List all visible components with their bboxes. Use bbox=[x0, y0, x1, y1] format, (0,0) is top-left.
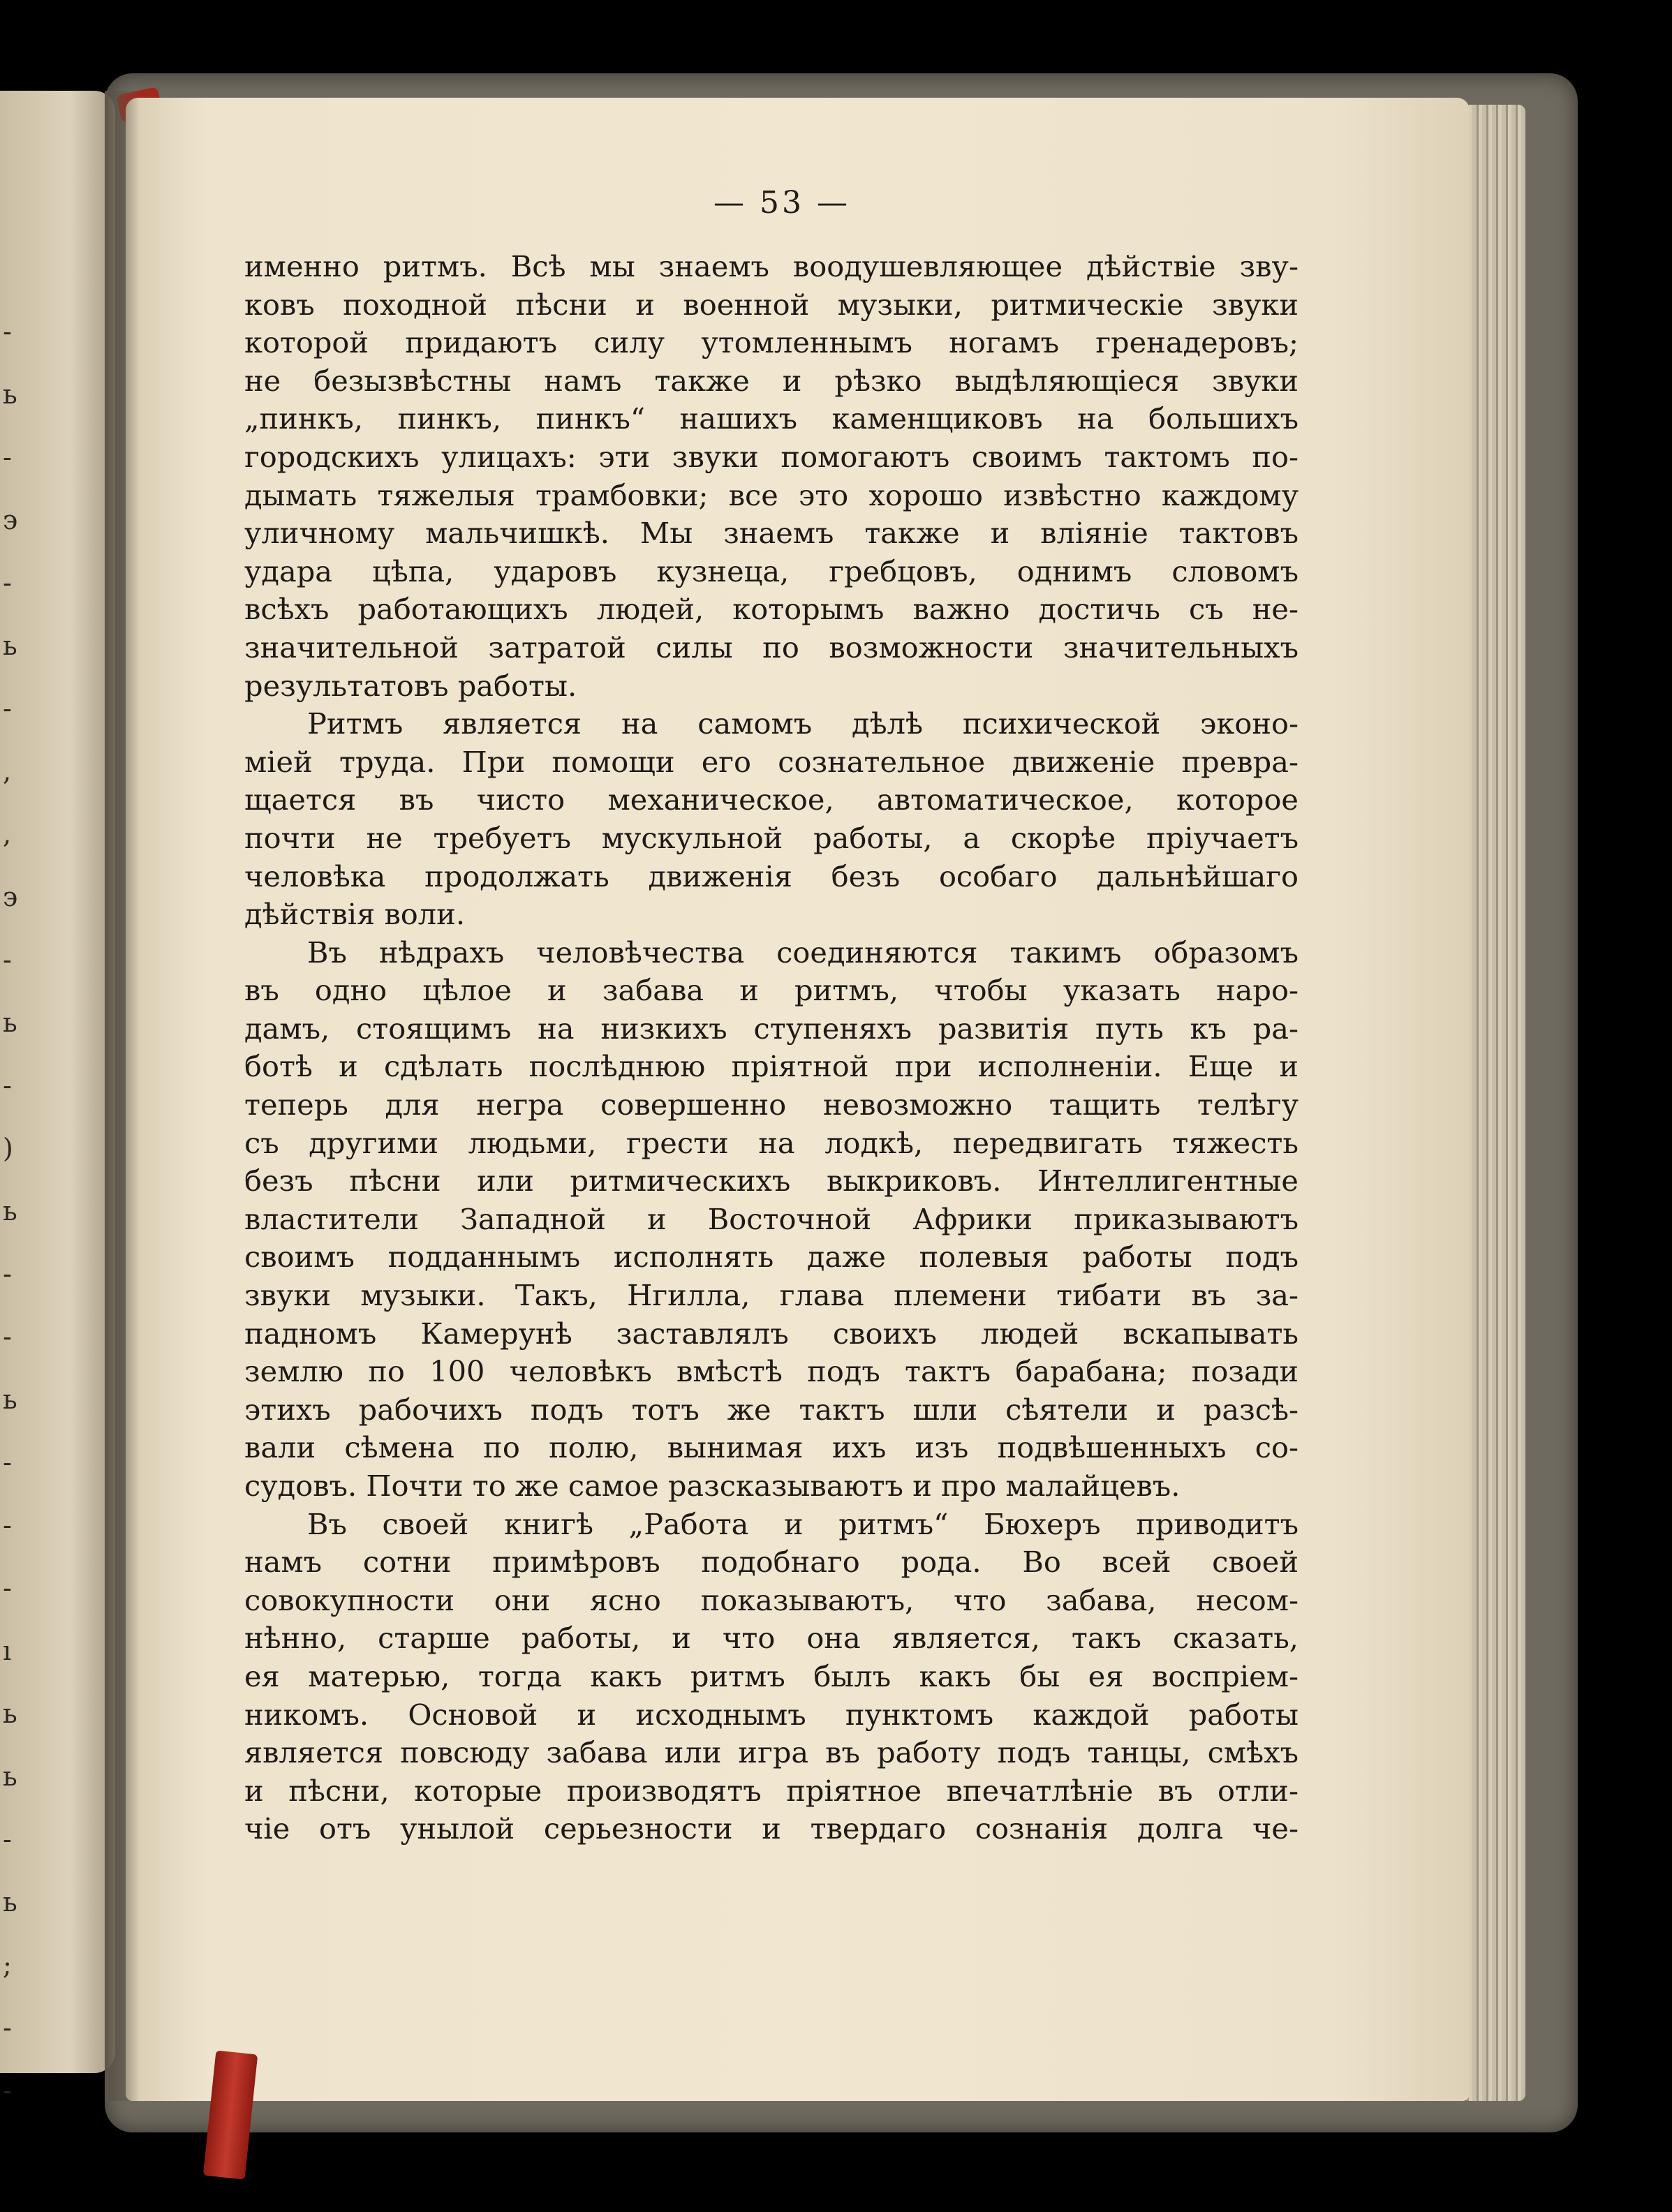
text-line: Въ своей книгѣ „Работа и ритмъ“ Бюхеръ приводитъ bbox=[307, 1506, 1299, 1541]
left-margin-fragment: ı bbox=[3, 1635, 12, 1666]
text-line: человѣка продолжать движенія безъ особаго дальнѣйшаго bbox=[244, 859, 1299, 893]
text-line: „пинкъ, пинкъ, пинкъ“ нашихъ каменщиковъ на большихъ bbox=[244, 401, 1299, 436]
left-margin-fragments bbox=[3, 300, 24, 2122]
text-line: городскихъ улицахъ: эти звуки помогаютъ своимъ тактомъ по- bbox=[244, 439, 1299, 474]
left-margin-fragment: - bbox=[3, 316, 12, 347]
left-margin-fragment: , bbox=[3, 819, 12, 849]
text-line: Ритмъ является на самомъ дѣлѣ психической эконо- bbox=[307, 706, 1299, 741]
text-line: чіе отъ унылой серьезности и твердаго сознанія долга че- bbox=[244, 1811, 1299, 1846]
text-line: этихъ рабочихъ подъ тотъ же тактъ шли сѣятели и разсѣ- bbox=[244, 1392, 1299, 1427]
left-margin-fragment: - bbox=[3, 1824, 12, 1855]
text-line: дамъ, стоящимъ на низкихъ ступеняхъ развитія путь къ ра- bbox=[244, 1011, 1299, 1046]
left-margin-fragment: ) bbox=[3, 1133, 13, 1164]
left-margin-fragment: ь bbox=[3, 1384, 17, 1415]
left-margin-fragment: - bbox=[3, 944, 12, 975]
left-margin-fragment: ; bbox=[3, 1950, 12, 1980]
left-margin-fragment: ь bbox=[3, 630, 17, 661]
text-line: ковъ походной пѣсни и военной музыки, ритмическіе звуки bbox=[244, 287, 1299, 322]
text-line: щается въ чисто механическое, автоматическое, которое bbox=[244, 782, 1299, 817]
text-line: является повсюду забава или игра въ работу подъ танцы, смѣхъ bbox=[244, 1735, 1299, 1770]
text-line: всѣхъ работающихъ людей, которымъ важно достичь съ не- bbox=[244, 592, 1299, 627]
left-margin-fragment: - bbox=[3, 442, 12, 473]
text-line: міей труда. При помощи его сознательное движеніе превра- bbox=[244, 744, 1299, 779]
left-margin-fragment: - bbox=[3, 1573, 12, 1603]
text-line: результатовъ работы. bbox=[244, 668, 577, 703]
text-line: значительной затратой силы по возможности значительныхъ bbox=[244, 630, 1299, 665]
page-number: — 53 — bbox=[713, 185, 850, 221]
text-line: именно ритмъ. Всѣ мы знаемъ воодушевляющее дѣйствіе зву- bbox=[244, 249, 1299, 283]
text-line: ботѣ и сдѣлать послѣднюю пріятной при исполненіи. Еще и bbox=[244, 1049, 1299, 1084]
text-line: вали сѣмена по полю, вынимая ихъ изъ подвѣшенныхъ со- bbox=[244, 1430, 1299, 1465]
text-line: въ одно цѣлое и забава и ритмъ, чтобы указать наро- bbox=[244, 973, 1299, 1008]
left-margin-fragment: , bbox=[3, 756, 12, 787]
left-margin-fragment: ь bbox=[3, 1007, 17, 1038]
text-line: дымать тяжелыя трамбовки; все это хорошо извѣстно каждому bbox=[244, 477, 1299, 512]
left-margin-fragment: ь bbox=[3, 1761, 17, 1792]
text-line: падномъ Камерунѣ заставлялъ своихъ людей вскапывать bbox=[244, 1316, 1299, 1351]
left-margin-fragment: - bbox=[3, 2075, 12, 2106]
text-line: и пѣсни, которые производятъ пріятное впечатлѣніе въ отли- bbox=[244, 1773, 1299, 1808]
left-margin-fragment: - bbox=[3, 1510, 12, 1541]
text-line: звуки музыки. Такъ, Нгилла, глава племени тибати въ за- bbox=[244, 1278, 1299, 1313]
left-margin-fragment: ь bbox=[3, 1698, 17, 1729]
left-page-edge bbox=[0, 91, 115, 2106]
text-line: совокупности они ясно показываютъ, что забава, несом- bbox=[244, 1582, 1299, 1617]
page-text bbox=[244, 248, 1299, 1848]
text-line: безъ пѣсни или ритмическихъ выкриковъ. Интеллигентные bbox=[244, 1164, 1299, 1198]
left-margin-fragment: - bbox=[3, 693, 12, 724]
left-margin-fragment: - bbox=[3, 2012, 12, 2043]
left-margin-fragment: ь bbox=[3, 1196, 17, 1226]
left-margin-fragment: э bbox=[3, 505, 18, 535]
text-line: дѣйствія воли. bbox=[244, 897, 466, 932]
left-margin-fragment: ь bbox=[3, 1887, 17, 1917]
text-line: никомъ. Основой и исходнымъ пунктомъ каждой работы bbox=[244, 1697, 1299, 1732]
text-line: не безызвѣстны намъ также и рѣзко выдѣляющіеся звуки bbox=[244, 363, 1299, 398]
text-line: которой придаютъ силу утомленнымъ ногамъ гренадеровъ; bbox=[244, 325, 1299, 360]
text-line: удара цѣпа, ударовъ кузнеца, гребцовъ, однимъ словомъ bbox=[244, 554, 1299, 588]
text-line: нѣнно, старше работы, и что она является, такъ сказать, bbox=[244, 1621, 1299, 1656]
text-line: теперь для негра совершенно невозможно тащить телѣгу bbox=[244, 1088, 1299, 1122]
left-margin-fragment: - bbox=[3, 1070, 12, 1101]
left-margin-fragment: - bbox=[3, 1447, 12, 1478]
left-margin-fragment: - bbox=[3, 1259, 12, 1289]
text-line: землю по 100 человѣкъ вмѣстѣ подъ тактъ барабана; позади bbox=[244, 1354, 1299, 1389]
text-line: своимъ подданнымъ исполнять даже полевыя работы подъ bbox=[244, 1240, 1299, 1275]
text-line: ея матерью, тогда какъ ритмъ былъ какъ бы ея воспріем- bbox=[244, 1658, 1299, 1693]
text-line: намъ сотни примѣровъ подобнаго рода. Во всей своей bbox=[244, 1545, 1299, 1580]
text-line: Въ нѣдрахъ человѣчества соединяются такимъ образомъ bbox=[307, 935, 1299, 970]
page-edges bbox=[1463, 105, 1525, 2101]
text-line: почти не требуетъ мускульной работы, а скорѣе пріучаетъ bbox=[244, 820, 1299, 855]
left-margin-fragment: - bbox=[3, 567, 12, 598]
text-line: судовъ. Почти то же самое разсказываютъ и про малайцевъ. bbox=[244, 1469, 1181, 1503]
text-line: уличному мальчишкѣ. Мы знаемъ также и вліяніе тактовъ bbox=[244, 516, 1299, 551]
text-line: властители Западной и Восточной Африки приказываютъ bbox=[244, 1201, 1299, 1236]
left-margin-fragment: э bbox=[3, 882, 18, 912]
left-margin-fragment: ь bbox=[3, 379, 17, 410]
spine-shadow bbox=[105, 91, 140, 2101]
text-line: съ другими людьми, грести на лодкѣ, передвигать тяжесть bbox=[244, 1125, 1299, 1160]
left-margin-fragment: - bbox=[3, 1321, 12, 1352]
